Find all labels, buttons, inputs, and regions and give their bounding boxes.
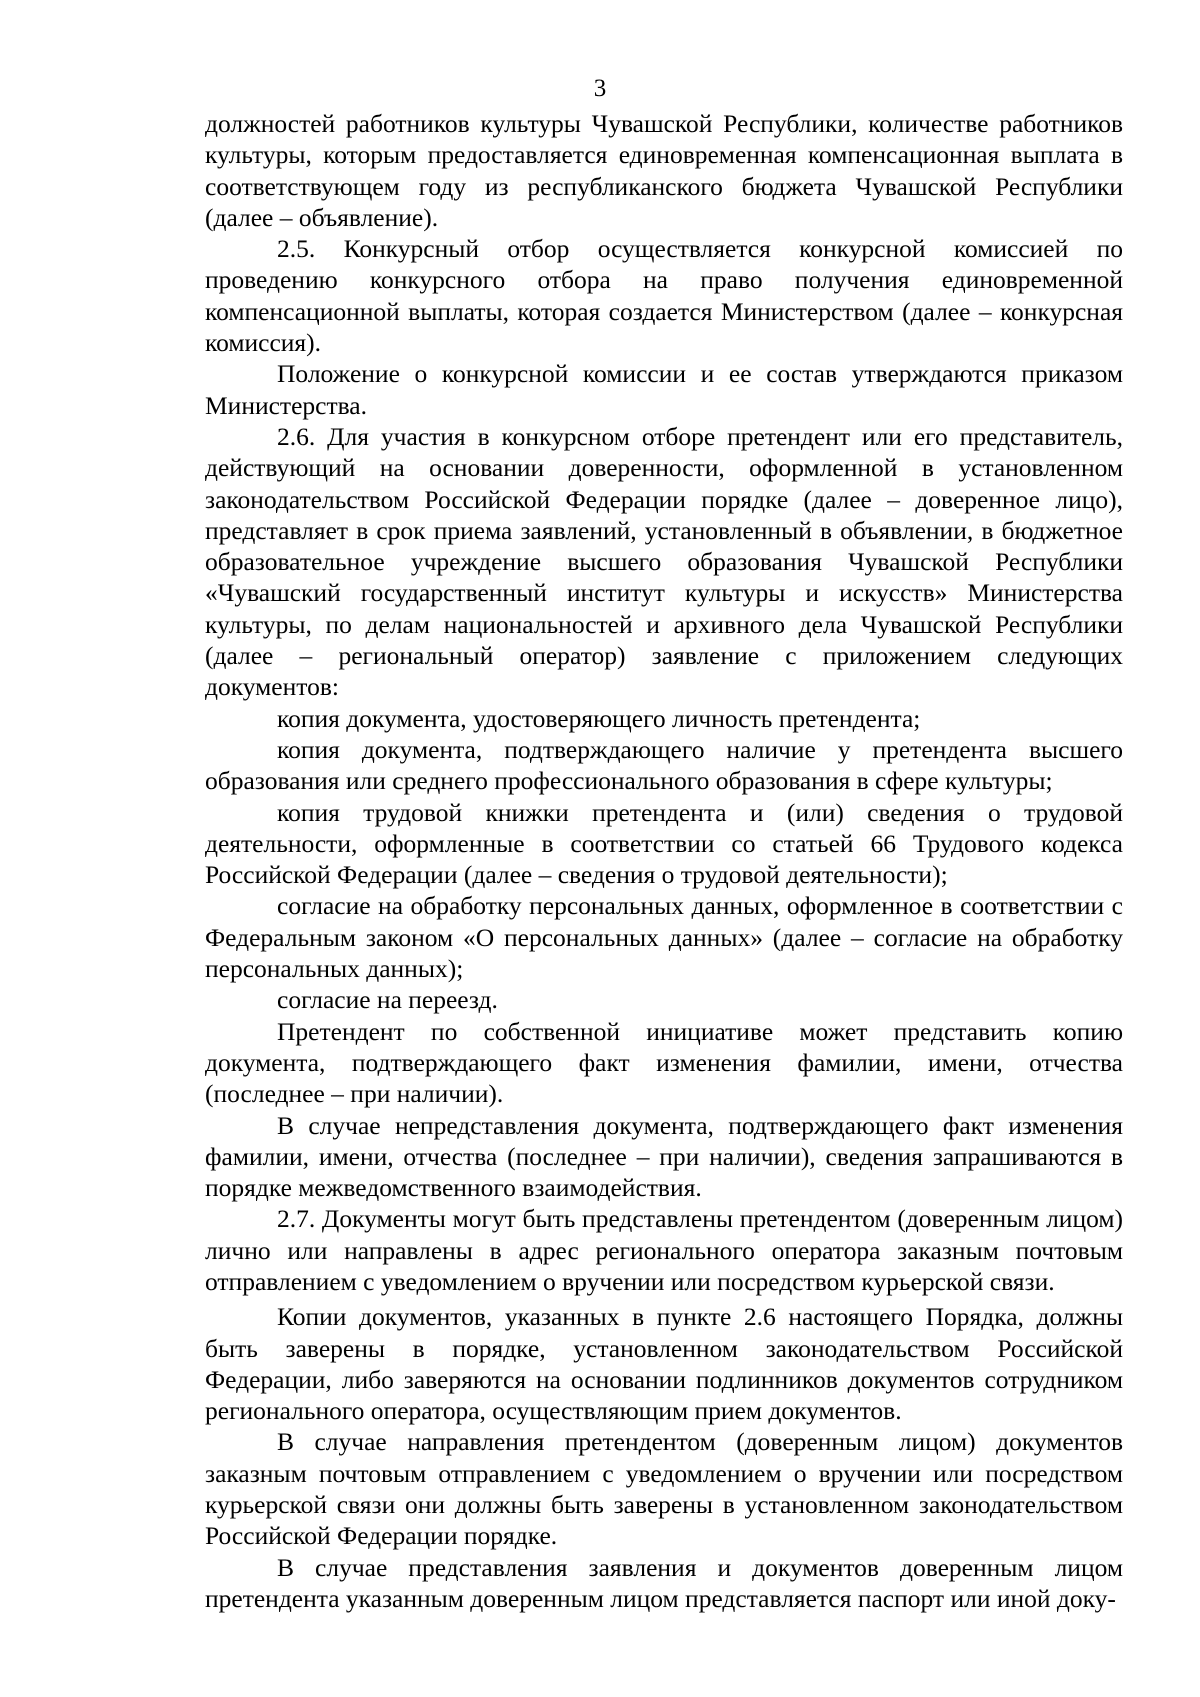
list-item-relocation-consent: согласие на переезд.	[277, 985, 498, 1015]
paragraph-2-6: 2.6. Для участия в конкурсном отборе претендент или его представитель, действующий на основании доверенности, оформленной в установленном законодательством Российской Федерации порядке (далее – доверенное лицо), представляет в срок приема заявлений, установленный в объявлении, в бюджетное образовательное учреждение высшего образования Чувашской Республики «Чувашский государственный институт культуры и искусств» Министерства культуры, по делам национальностей и архивного дела Чувашской Республики (далее – региональный оператор) заявление с приложением следующих документов:	[205, 421, 1123, 702]
paragraph-proxy-passport: В случае представления заявления и документов доверенным лицом претендента указанным доверенным лицом представляется паспорт или иной доку-	[205, 1552, 1123, 1613]
paragraph-announcement-end: должностей работников культуры Чувашской Республики, количестве работников культуры, которым предоставляется единовременная компенсационная выплата в соответствующем году из республиканского бюджета Чувашской Республики (далее – объявление).	[205, 109, 1123, 232]
paragraph-interagency-request: В случае непредставления документа, подтверждающего факт изменения фамилии, имени, отчества (последнее – при наличии), сведения запрашиваются в порядке межведомственного взаимодействия.	[205, 1110, 1123, 1203]
list-item-work-record: копия трудовой книжки претендента и (или) сведения о трудовой деятельности, оформленные в соответствии со статьей 66 Трудового кодекса Российской Федерации (далее – сведения о трудовой деятельности);	[205, 797, 1123, 890]
list-item-personal-data-consent: согласие на обработку персональных данных, оформленное в соответствии с Федеральным законом «О персональных данных» (далее – согласие на обработку персональных данных);	[205, 891, 1123, 984]
list-item-education-document: копия документа, подтверждающего наличие у претендента высшего образования или среднего профессионального образования в сфере культуры;	[205, 734, 1123, 796]
paragraph-2-7: 2.7. Документы могут быть представлены претендентом (доверенным лицом) лично или направлены в адрес регионального оператора заказным почтовым отправлением с уведомлением о вручении или посредством курьерской связи.	[205, 1204, 1123, 1296]
paragraph-postal-certification: В случае направления претендентом (доверенным лицом) документов заказным почтовым отправлением с уведомлением о вручении или посредством курьерской связи они должны быть заверены в установленном законодательством Российской Федерации порядке.	[205, 1427, 1123, 1551]
paragraph-copies-certification: Копии документов, указанных в пункте 2.6 настоящего Порядка, должны быть заверены в порядке, установленном законодательством Российской Федерации, либо заверяются на основании подлинников документов сотрудником регионального оператора, осуществляющим прием документов.	[205, 1302, 1123, 1426]
list-item-identity-document: копия документа, удостоверяющего личность претендента;	[277, 703, 921, 733]
paragraph-2-5: 2.5. Конкурсный отбор осуществляется конкурсной комиссией по проведению конкурсного отбора на право получения единовременной компенсационной выплаты, которая создается Министерством (далее – конкурсная комиссия).	[205, 234, 1123, 358]
paragraph-name-change-document: Претендент по собственной инициативе может представить копию документа, подтверждающего факт изменения фамилии, имени, отчества (последнее – при наличии).	[205, 1016, 1123, 1109]
paragraph-commission-regulation: Положение о конкурсной комиссии и ее состав утверждаются приказом Министерства.	[205, 359, 1123, 420]
page-number: 3	[593, 75, 607, 102]
document-body	[205, 108, 1123, 1614]
